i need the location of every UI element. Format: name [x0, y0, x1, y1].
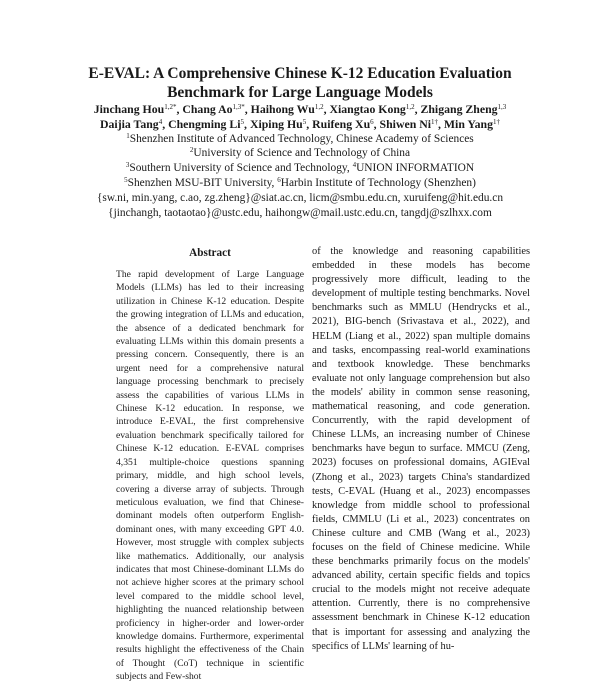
author-sup: 1† [492, 117, 500, 126]
paper-title [60, 64, 540, 102]
author-name: Shiwen Ni [379, 116, 432, 131]
author-sup: 1,2 [314, 103, 324, 111]
affiliation: $^3$Southern University of Science and Technology, $^4$UNION INFORMATION [125, 161, 475, 175]
author-sup: 1,2* [164, 103, 177, 111]
author-name: Chang Ao [182, 102, 233, 116]
affiliation: $^2$University of Science and Technology of China [189, 146, 411, 160]
author-name: Chengming Li [168, 116, 241, 131]
author-name: Zhigang Zheng [420, 102, 498, 116]
abstract-heading: Abstract [189, 247, 231, 259]
affiliation: $^5$Shenzhen MSU-BIT University, $^6$Harbin Institute of Technology (Shenzhen) [124, 175, 476, 189]
author-list: Daijia Tang$^4$, Chengming Li$^5$, Xiping Hu$^5$, Ruifeng Xu$^6$, Shiwen $Ni^{1\dagger}$, Min Yang$^{1\dagger}$ [100, 116, 500, 131]
author-sup: 1,3 [497, 103, 507, 111]
author-sup: 6 [370, 117, 374, 126]
author-sup: 1† [431, 117, 439, 126]
author-name: Xiangtao Kong [329, 102, 406, 116]
author-name: Daijia Tang [100, 116, 159, 131]
author-name: Haihong Wu [250, 102, 315, 116]
title-line-2: Benchmark for Large Language Models [167, 84, 433, 101]
author-name: Xiping Hu [249, 116, 303, 131]
author-sup: 5 [302, 117, 307, 126]
abstract-text: The rapid development of Large Language Models (LLMs) has led to their increasing utilization in Chinese K-12 education. Despite the growing integration of LLMs and education, the absence of a dedicated benchmark for evaluating LLMs within this domain presents a pressing concern. Consequently, there is an urgent need for a comprehensive natural language processing benchmark to precisely assess the capabilities of various LLMs in Chinese K-12 education. In response, we introduce E-EVAL, the first comprehensive evaluation benchmark specifically tailored for Chinese K-12 education. E-EVAL comprises 4,351 multiple-choice questions spanning primary, middle, and high school levels, covering a diverse array of subjects. Through meticulous evaluation, we find that Chinese-dominant models often outperform English-dominant ones, with many exceeding GPT 4.0. However, most struggle with complex subjects like mathematics. Additionally, our analysis indicates that most Chinese-dominant LLMs do not achieve higher scores at the primary school level compared to the middle school level, highlighting the nuanced relationship between proficiency in higher-order and lower-order knowledge domains. Furthermore, experimental results highlight the effectiveness of the Chain of Thought (CoT) technique in scientific subjects and Few-shot [116, 269, 304, 683]
author-sup: 1,3* [232, 103, 245, 111]
author-sup: 5 [240, 117, 245, 126]
author-emails: {jinchangh, taotaotao}@ustc.edu, haihongw@mail.ustc.edu.cn, tangdj@szlhxx.com [108, 206, 492, 219]
title-line-1: E-EVAL: A Comprehensive Chinese K-12 Education Evaluation [88, 65, 512, 82]
author-name: Jinchang Hou [93, 102, 165, 116]
author-name: Ruifeng Xu [312, 116, 371, 131]
introduction-column [312, 246, 530, 654]
affiliation: $^1$Shenzhen Institute of Advanced Technology, Chinese Academy of Sciences [126, 131, 474, 145]
author-name: Min Yang [443, 116, 493, 131]
abstract-column [116, 246, 304, 684]
introduction-text: of the knowledge and reasoning capabilities embedded in these models has become progressively more difficult, leading to the development of multiple testing benchmarks. Novel benchmarks such as MMLU (Hendrycks et al., 2021), BIG-bench (Srivastava et al., 2022), and HELM (Liang et al., 2022) span multiple domains and tasks, encompassing real-world examinations and textbook knowledge. These benchmarks evaluate not only language comprehension but also the models' ability in common sense reasoning, mathematical reasoning, and code generation. Concurrently, with the rapid development of Chinese LLMs, an increasing number of Chinese benchmarks have begun to surface. MMCU (Zeng, 2023) focuses on professional domains, AGIEval (Zhong et al., 2023) targets China's standardized tests, C-EVAL (Huang et al., 2023) encompasses knowledge from middle school to professional fields, CMMLU (Li et al., 2023) concentrates on Chinese culture and CMB (Wang et al., 2023) focuses on the field of Chinese medicine. While these benchmarks primarily focus on the models' advanced ability, certain specific fields and topics crucial to the models might not receive adequate attention. Currently, there is no comprehensive assessment benchmark in Chinese K-12 education that is important for assessing and analyzing the specifics of LLMs' learning of hu- [312, 246, 530, 652]
author-sup: 4 [158, 117, 163, 126]
author-list: Jinchang Hou$^{1,2*}$, Chang $Ao^{1,3*}$, Haihong Wu$^{1,2}$, Xiangtao Kong$^{1,2}$, Zhigang Zheng$^{1,3}$ [93, 102, 507, 116]
author-emails: {sw.ni, min.yang, c.ao, zg.zheng}@siat.ac.cn, licm@smbu.edu.cn, xuruifeng@hit.edu.cn [96, 191, 504, 204]
author-block [40, 102, 560, 220]
author-sup: 1,2 [405, 103, 415, 111]
